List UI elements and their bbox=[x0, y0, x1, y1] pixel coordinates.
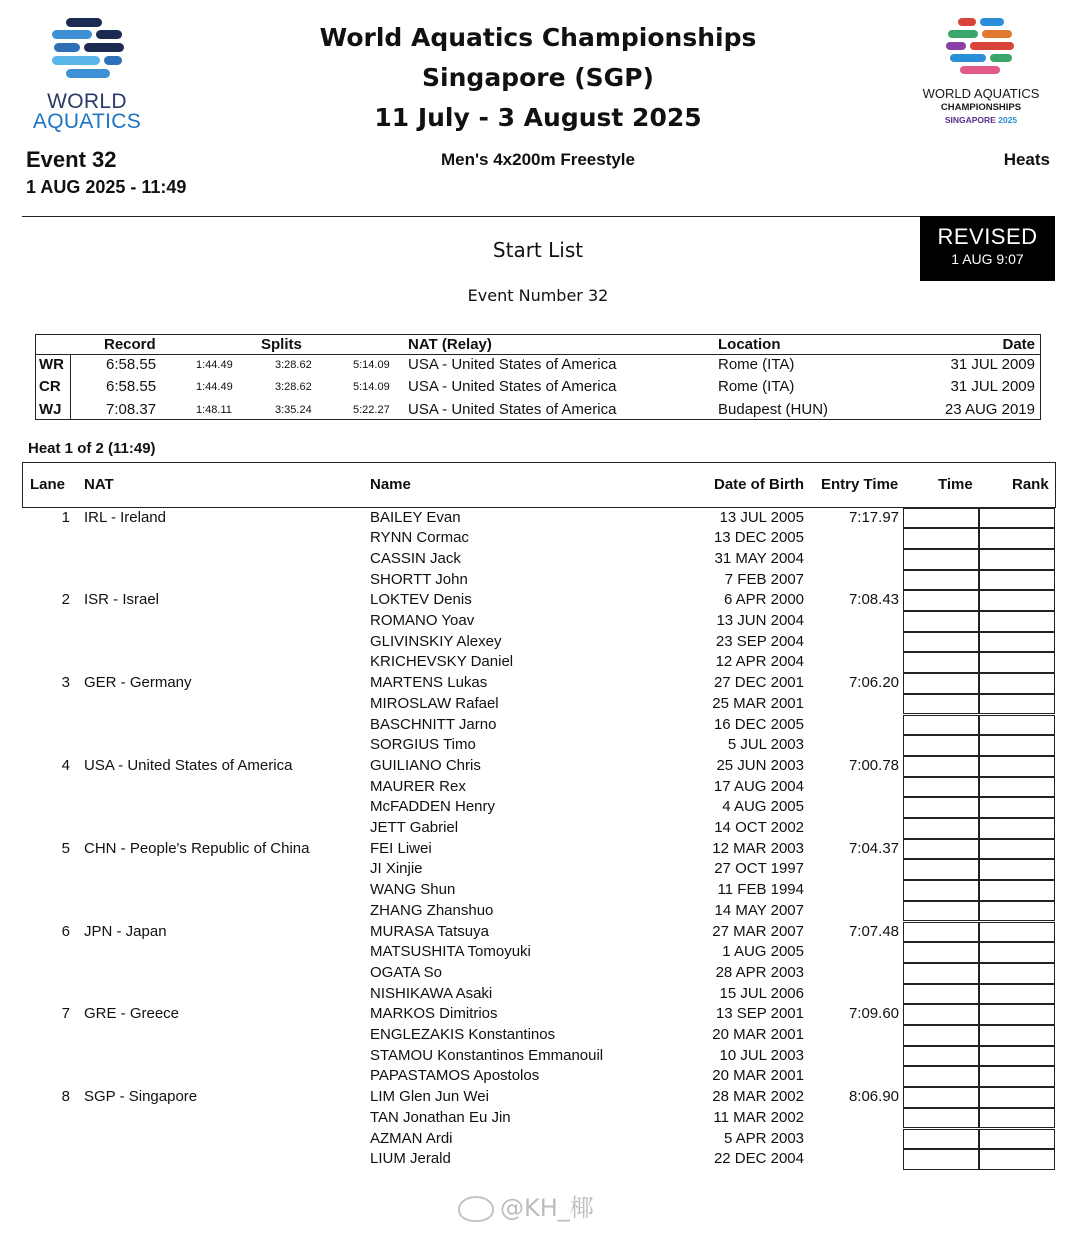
lane-number: 1 bbox=[61, 508, 70, 526]
time-cell bbox=[903, 1066, 980, 1087]
heat-title: Heat 1 of 2 (11:49) bbox=[28, 440, 156, 457]
time-cell bbox=[903, 1108, 980, 1129]
rank-cell bbox=[978, 1087, 1055, 1108]
rank-cell bbox=[978, 549, 1055, 570]
date-of-birth: 25 JUN 2003 bbox=[716, 756, 804, 774]
swimmer-name: WANG Shun bbox=[370, 881, 456, 899]
rank-cell bbox=[978, 1149, 1055, 1170]
record-row bbox=[36, 356, 1040, 378]
swimmer-name: FEI Liwei bbox=[370, 839, 432, 857]
rank-cell bbox=[978, 818, 1055, 839]
date-of-birth: 5 APR 2003 bbox=[723, 1129, 804, 1147]
swimmer-name: MIROSLAW Rafael bbox=[370, 694, 499, 712]
record-location: Rome (ITA) bbox=[718, 378, 795, 395]
record-split-1: 1:48.11 bbox=[196, 404, 232, 416]
heat-header-box bbox=[22, 462, 1056, 508]
time-cell bbox=[903, 570, 980, 591]
record-split-3: 5:22.27 bbox=[353, 404, 390, 416]
time-cell bbox=[903, 611, 980, 632]
record-split-2: 3:28.62 bbox=[275, 359, 312, 371]
swimmer-name: ENGLEZAKIS Konstantinos bbox=[370, 1026, 556, 1043]
title-line-3: 11 July - 3 August 2025 bbox=[374, 103, 702, 132]
swimmer-name: TAN Jonathan Eu Jin bbox=[370, 1108, 511, 1126]
record-split-1: 1:44.49 bbox=[196, 359, 233, 371]
date-of-birth: 27 OCT 1997 bbox=[714, 860, 804, 878]
date-of-birth: 22 DEC 2004 bbox=[713, 1150, 804, 1168]
date-of-birth: 16 DEC 2005 bbox=[713, 715, 804, 733]
record-split-3: 5:14.09 bbox=[353, 381, 390, 393]
date-of-birth: 1 AUG 2005 bbox=[722, 943, 804, 961]
record-split-3: 5:14.09 bbox=[353, 359, 390, 371]
world-aquatics-logo bbox=[24, 16, 150, 133]
time-cell bbox=[903, 508, 980, 529]
time-cell bbox=[903, 694, 980, 715]
date-of-birth: 31 MAY 2004 bbox=[714, 549, 804, 567]
swimmer-name: JI Xinjie bbox=[370, 860, 423, 878]
record-code: WR bbox=[39, 356, 64, 373]
rank-cell bbox=[978, 777, 1055, 798]
record-row bbox=[36, 401, 1040, 423]
swimmer-name: LIM Glen Jun Wei bbox=[370, 1088, 489, 1106]
rank-cell bbox=[978, 963, 1055, 984]
time-cell bbox=[903, 859, 980, 880]
rank-cell bbox=[978, 839, 1055, 860]
time-cell bbox=[903, 1025, 980, 1046]
swimmer-name: AZMAN Ardi bbox=[370, 1129, 453, 1147]
records-header-splits: Splits bbox=[261, 336, 302, 353]
team-nat: USA - United States of America bbox=[84, 756, 293, 774]
heat-header-time: Time bbox=[938, 476, 973, 493]
watermark-text: @KH_椰 bbox=[500, 1194, 594, 1222]
swimmer-name: STAMOU Konstantinos Emmanouil bbox=[370, 1046, 604, 1064]
time-cell bbox=[903, 652, 980, 673]
swimmer-name: CASSIN Jack bbox=[370, 549, 461, 567]
record-date: 31 JUL 2009 bbox=[950, 378, 1035, 395]
event-datetime: 1 AUG 2025 - 11:49 bbox=[26, 177, 187, 197]
rank-cell bbox=[978, 715, 1055, 736]
rank-cell bbox=[978, 1108, 1055, 1129]
swimmer-name: GLIVINSKIY Alexey bbox=[370, 632, 502, 650]
rank-cell bbox=[978, 1046, 1055, 1067]
swimmer-name: MARTENS Lukas bbox=[370, 674, 488, 692]
swimmer-name: JETT Gabriel bbox=[370, 819, 459, 836]
rank-cell bbox=[978, 942, 1055, 963]
swimmer-name: MATSUSHITA Tomoyuki bbox=[370, 943, 531, 961]
logo-text-year: 2025 bbox=[998, 115, 1018, 125]
rank-cell bbox=[978, 673, 1055, 694]
event-phase: Heats bbox=[1003, 150, 1050, 169]
rank-cell bbox=[978, 1025, 1055, 1046]
rank-cell bbox=[978, 508, 1055, 529]
time-cell bbox=[903, 839, 980, 860]
record-split-2: 3:35.24 bbox=[275, 404, 312, 416]
date-of-birth: 20 MAR 2001 bbox=[712, 1026, 804, 1043]
team-nat: GRE - Greece bbox=[84, 1005, 180, 1023]
rank-cell bbox=[978, 528, 1055, 549]
rank-cell bbox=[978, 694, 1055, 715]
date-of-birth: 15 JUL 2006 bbox=[719, 984, 804, 1002]
entry-time: 7:04.37 bbox=[848, 839, 899, 857]
record-location: Rome (ITA) bbox=[718, 356, 795, 373]
rank-cell bbox=[978, 590, 1055, 611]
record-location: Budapest (HUN) bbox=[718, 401, 829, 418]
swimmer-name: McFADDEN Henry bbox=[370, 798, 496, 816]
championships-logo-icon bbox=[946, 18, 1016, 78]
heat-header-name: Name bbox=[370, 476, 411, 493]
rank-cell bbox=[978, 611, 1055, 632]
date-of-birth: 5 JUL 2003 bbox=[727, 736, 804, 754]
event-name: Men's 4x200m Freestyle bbox=[441, 150, 635, 169]
team-nat: IRL - Ireland bbox=[84, 508, 166, 526]
date-of-birth: 14 MAY 2007 bbox=[714, 901, 804, 919]
team-nat: SGP - Singapore bbox=[84, 1088, 198, 1106]
header-divider bbox=[22, 216, 922, 217]
event-number: Event 32 bbox=[26, 147, 117, 172]
rank-cell bbox=[978, 756, 1055, 777]
lane-number: 5 bbox=[61, 839, 70, 857]
date-of-birth: 10 JUL 2003 bbox=[719, 1046, 804, 1064]
date-of-birth: 23 SEP 2004 bbox=[715, 632, 804, 650]
date-of-birth: 14 OCT 2002 bbox=[714, 819, 804, 836]
date-of-birth: 27 DEC 2001 bbox=[713, 674, 804, 692]
swimmer-name: RYNN Cormac bbox=[370, 529, 469, 547]
records-header-date: Date bbox=[1002, 336, 1035, 353]
swimmer-name: MAURER Rex bbox=[370, 777, 466, 795]
revised-label: REVISED bbox=[937, 224, 1038, 249]
logo-text-singapore-city: SINGAPORE bbox=[944, 115, 996, 125]
time-cell bbox=[903, 1129, 980, 1150]
time-cell bbox=[903, 1046, 980, 1067]
rank-cell bbox=[978, 632, 1055, 653]
logo-text-world-aquatics: WORLD AQUATICS bbox=[922, 86, 1040, 101]
swimmer-name: MARKOS Dimitrios bbox=[370, 1005, 498, 1023]
heat-header-dob: Date of Birth bbox=[714, 476, 804, 493]
swimmer-name: ROMANO Yoav bbox=[370, 612, 475, 629]
records-header-record: Record bbox=[104, 336, 156, 353]
entry-time: 8:06.90 bbox=[848, 1088, 899, 1106]
record-date: 23 AUG 2019 bbox=[944, 401, 1035, 418]
rank-cell bbox=[978, 901, 1055, 922]
entry-time: 7:08.43 bbox=[848, 591, 899, 609]
date-of-birth: 7 FEB 2007 bbox=[724, 570, 804, 588]
record-split-1: 1:44.49 bbox=[196, 381, 233, 393]
rank-cell bbox=[978, 1004, 1055, 1025]
records-table bbox=[35, 334, 1041, 420]
heat-header-lane: Lane bbox=[30, 476, 66, 493]
weibo-icon bbox=[458, 1196, 494, 1222]
title-line-1: World Aquatics Championships bbox=[319, 23, 757, 52]
date-of-birth: 13 SEP 2001 bbox=[715, 1005, 804, 1023]
rank-cell bbox=[978, 797, 1055, 818]
date-of-birth: 25 MAR 2001 bbox=[712, 694, 804, 712]
time-cell bbox=[903, 1004, 980, 1025]
time-cell bbox=[903, 715, 980, 736]
records-header-nat: NAT (Relay) bbox=[408, 336, 492, 353]
swimmer-name: NISHIKAWA Asaki bbox=[370, 984, 493, 1002]
team-nat: JPN - Japan bbox=[84, 922, 167, 940]
swimmer-name: BASCHNITT Jarno bbox=[370, 715, 497, 733]
swimmer-name: MURASA Tatsuya bbox=[370, 922, 489, 940]
date-of-birth: 28 MAR 2002 bbox=[712, 1088, 804, 1106]
time-cell bbox=[903, 797, 980, 818]
lane-number: 8 bbox=[61, 1088, 70, 1106]
time-cell bbox=[903, 942, 980, 963]
time-cell bbox=[903, 777, 980, 798]
record-time: 6:58.55 bbox=[106, 378, 157, 395]
team-nat: ISR - Israel bbox=[84, 591, 160, 609]
date-of-birth: 6 APR 2000 bbox=[723, 591, 804, 609]
team-nat: CHN - People's Republic of China bbox=[84, 839, 310, 857]
record-code: CR bbox=[39, 378, 61, 395]
world-aquatics-logo-icon bbox=[52, 18, 126, 80]
date-of-birth: 12 APR 2004 bbox=[715, 653, 804, 671]
record-time: 6:58.55 bbox=[106, 356, 157, 373]
date-of-birth: 13 DEC 2005 bbox=[713, 529, 804, 547]
record-code: WJ bbox=[39, 401, 62, 418]
heat-header-entry: Entry Time bbox=[821, 476, 899, 493]
lane-number: 4 bbox=[61, 756, 70, 774]
swimmer-name: GUILIANO Chris bbox=[370, 756, 481, 774]
record-nat: USA - United States of America bbox=[408, 401, 617, 418]
entry-time: 7:07.48 bbox=[848, 922, 899, 940]
heat-header-rank: Rank bbox=[1012, 476, 1049, 493]
time-cell bbox=[903, 756, 980, 777]
date-of-birth: 13 JUN 2004 bbox=[716, 612, 804, 629]
rank-cell bbox=[978, 859, 1055, 880]
lane-number: 3 bbox=[61, 674, 70, 692]
swimmer-name: ZHANG Zhanshuo bbox=[370, 901, 494, 919]
rank-cell bbox=[978, 922, 1055, 943]
watermark bbox=[458, 1188, 594, 1223]
record-time: 7:08.37 bbox=[106, 401, 157, 418]
heat-header-nat: NAT bbox=[84, 476, 114, 493]
rank-cell bbox=[978, 735, 1055, 756]
rank-cell bbox=[978, 984, 1055, 1005]
logo-text-world: WORLD bbox=[47, 90, 127, 113]
event-number-label: Event Number 32 bbox=[467, 286, 609, 305]
date-of-birth: 11 MAR 2002 bbox=[713, 1108, 804, 1126]
team-nat: GER - Germany bbox=[84, 674, 192, 692]
swimmer-name: LOKTEV Denis bbox=[370, 591, 472, 609]
lane-number: 2 bbox=[61, 591, 70, 609]
time-cell bbox=[903, 673, 980, 694]
date-of-birth: 11 FEB 1994 bbox=[717, 881, 804, 899]
swimmer-name: LIUM Jerald bbox=[370, 1150, 451, 1168]
date-of-birth: 20 MAR 2001 bbox=[712, 1067, 804, 1085]
entry-time: 7:06.20 bbox=[848, 674, 899, 692]
rank-cell bbox=[978, 880, 1055, 901]
swimmer-name: SORGIUS Timo bbox=[370, 736, 476, 754]
records-header-location: Location bbox=[718, 336, 781, 353]
time-cell bbox=[903, 549, 980, 570]
rank-cell bbox=[978, 570, 1055, 591]
swimmer-name: KRICHEVSKY Daniel bbox=[370, 653, 514, 671]
lane-number: 6 bbox=[61, 922, 70, 940]
record-nat: USA - United States of America bbox=[408, 356, 617, 373]
time-cell bbox=[903, 963, 980, 984]
date-of-birth: 13 JUL 2005 bbox=[719, 508, 804, 526]
record-nat: USA - United States of America bbox=[408, 378, 617, 395]
record-date: 31 JUL 2009 bbox=[950, 356, 1035, 373]
date-of-birth: 4 AUG 2005 bbox=[722, 798, 804, 816]
revised-time: 1 AUG 9:07 bbox=[951, 251, 1024, 267]
revised-badge bbox=[920, 216, 1055, 281]
logo-text-singapore bbox=[908, 115, 1054, 125]
record-split-2: 3:28.62 bbox=[275, 381, 312, 393]
time-cell bbox=[903, 984, 980, 1005]
swimmer-name: PAPASTAMOS Apostolos bbox=[370, 1067, 540, 1085]
championship-title bbox=[300, 20, 776, 140]
swimmer-name: BAILEY Evan bbox=[370, 508, 461, 526]
entry-time: 7:17.97 bbox=[848, 508, 899, 526]
entry-time: 7:09.60 bbox=[848, 1005, 899, 1023]
date-of-birth: 17 AUG 2004 bbox=[713, 777, 804, 795]
swimmer-name: SHORTT John bbox=[370, 570, 468, 588]
time-cell bbox=[903, 818, 980, 839]
logo-text-championships: CHAMPIONSHIPS bbox=[940, 102, 1022, 113]
time-cell bbox=[903, 735, 980, 756]
logo-text-aquatics: AQUATICS bbox=[32, 110, 142, 133]
time-cell bbox=[903, 1087, 980, 1108]
lane-number: 7 bbox=[61, 1005, 70, 1023]
record-row bbox=[36, 378, 1040, 400]
time-cell bbox=[903, 590, 980, 611]
time-cell bbox=[903, 901, 980, 922]
date-of-birth: 28 APR 2003 bbox=[715, 963, 804, 981]
date-of-birth: 12 MAR 2003 bbox=[712, 839, 804, 857]
rank-cell bbox=[978, 1129, 1055, 1150]
time-cell bbox=[903, 528, 980, 549]
championships-logo bbox=[908, 16, 1054, 132]
title-line-2: Singapore (SGP) bbox=[422, 63, 654, 92]
time-cell bbox=[903, 880, 980, 901]
time-cell bbox=[903, 632, 980, 653]
records-header bbox=[36, 335, 1040, 355]
rank-cell bbox=[978, 652, 1055, 673]
date-of-birth: 27 MAR 2007 bbox=[712, 922, 804, 940]
document-title: Start List bbox=[492, 238, 584, 262]
entry-time: 7:00.78 bbox=[848, 756, 899, 774]
swimmer-name: OGATA So bbox=[370, 963, 442, 981]
rank-cell bbox=[978, 1066, 1055, 1087]
time-cell bbox=[903, 922, 980, 943]
time-cell bbox=[903, 1149, 980, 1170]
